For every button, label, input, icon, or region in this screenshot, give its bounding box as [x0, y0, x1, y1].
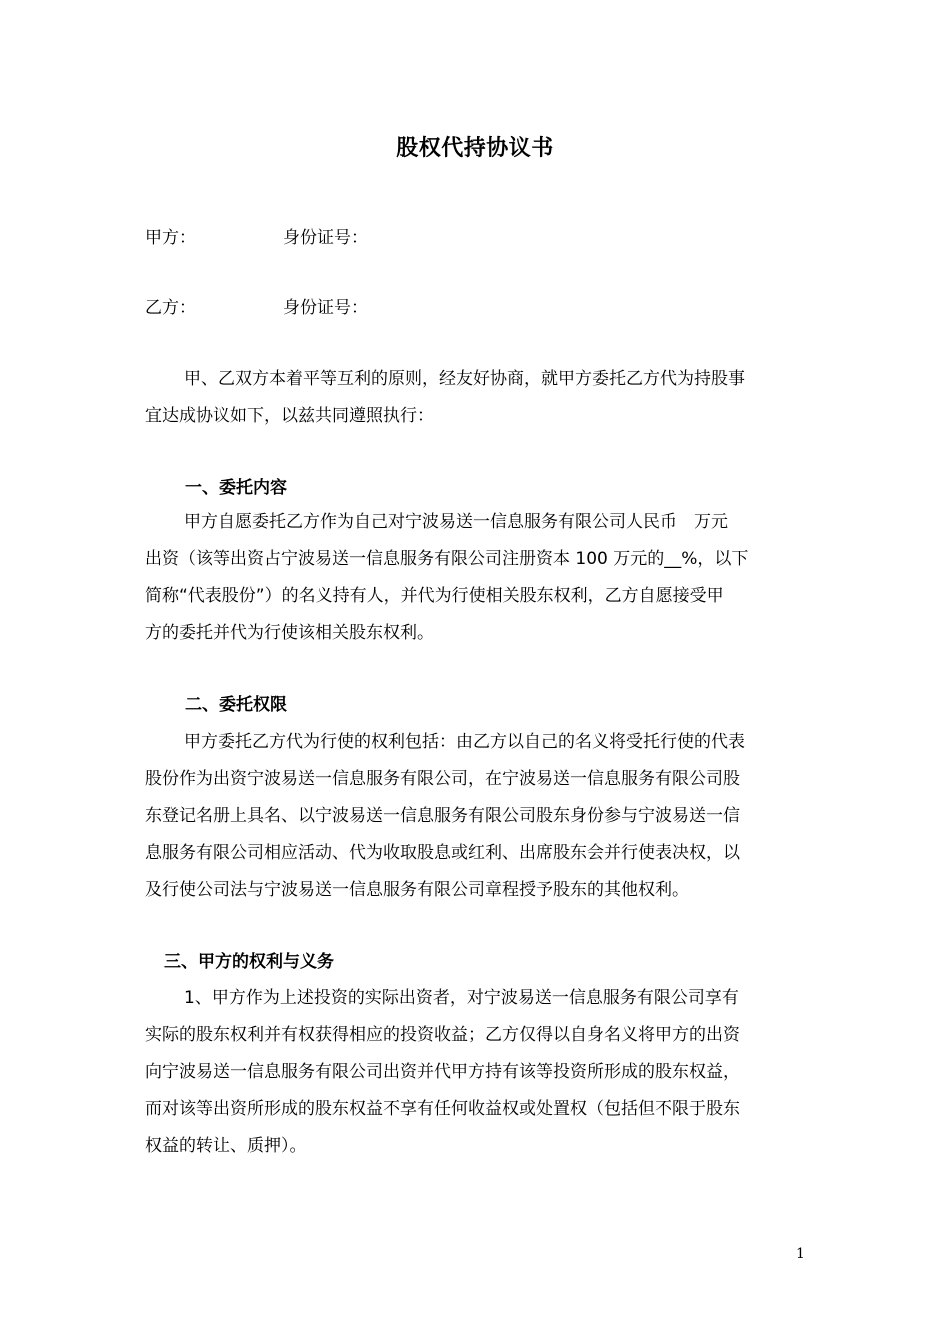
section-2-line: 及行使公司法与宁波易送一信息服务有限公司章程授予股东的其他权利。 — [145, 880, 689, 900]
intro-line: 甲、乙双方本着平等互利的原则，经友好协商，就甲方委托乙方代为持股事 — [184, 369, 745, 389]
section-2-line: 东登记名册上具名、以宁波易送一信息服务有限公司股东身份参与宁波易送一信 — [145, 806, 740, 826]
section-2-heading: 二、委托权限 — [185, 695, 287, 715]
intro-line: 宜达成协议如下，以兹共同遵照执行： — [145, 406, 434, 426]
intro-paragraph — [145, 361, 809, 435]
page-title: 股权代持协议书 — [396, 136, 554, 161]
section-1-heading: 一、委托内容 — [185, 478, 287, 498]
section-2-line: 甲方委托乙方代为行使的权利包括：由乙方以自己的名义将受托行使的代表 — [184, 732, 745, 752]
section-3-line: 权益的转让、质押）。 — [145, 1136, 307, 1156]
section-2-line: 息服务有限公司相应活动、代为收取股息或红利、出席股东会并行使表决权，以 — [145, 843, 740, 863]
section-1-line: 甲方自愿委托乙方作为自己对宁波易送一信息服务有限公司人民币 万元 — [184, 512, 728, 532]
party-a-label: 甲方： — [145, 228, 196, 248]
section-1-line: 简称“代表股份”）的名义持有人，并代为行使相关股东权利，乙方自愿接受甲 — [145, 586, 724, 606]
section-3-line: 1、甲方作为上述投资的实际出资者，对宁波易送一信息服务有限公司享有 — [184, 988, 739, 1008]
section-3-line: 实际的股东权利并有权获得相应的投资收益；乙方仅得以自身名义将甲方的出资 — [145, 1025, 740, 1045]
party-b-id-label: 身份证号： — [283, 298, 368, 318]
section-1-line: 出资（该等出资占宁波易送一信息服务有限公司注册资本 100 万元的__%，以下 — [145, 549, 749, 569]
section-2-line: 股份作为出资宁波易送一信息服务有限公司，在宁波易送一信息服务有限公司股 — [145, 769, 740, 789]
section-3-line: 而对该等出资所形成的股东权益不享有任何收益权或处置权（包括但不限于股东 — [145, 1099, 740, 1119]
section-3-line: 向宁波易送一信息服务有限公司出资并代甲方持有该等投资所形成的股东权益， — [145, 1062, 740, 1082]
party-b-label: 乙方： — [145, 298, 196, 318]
section-1-line: 方的委托并代为行使该相关股东权利。 — [145, 623, 434, 643]
section-1-body — [145, 504, 809, 652]
section-3-body — [145, 980, 809, 1165]
section-3-heading: 三、甲方的权利与义务 — [164, 952, 334, 972]
page-number: 1 — [796, 1246, 805, 1262]
party-a-id-label: 身份证号： — [283, 228, 368, 248]
section-2-body — [145, 724, 809, 909]
